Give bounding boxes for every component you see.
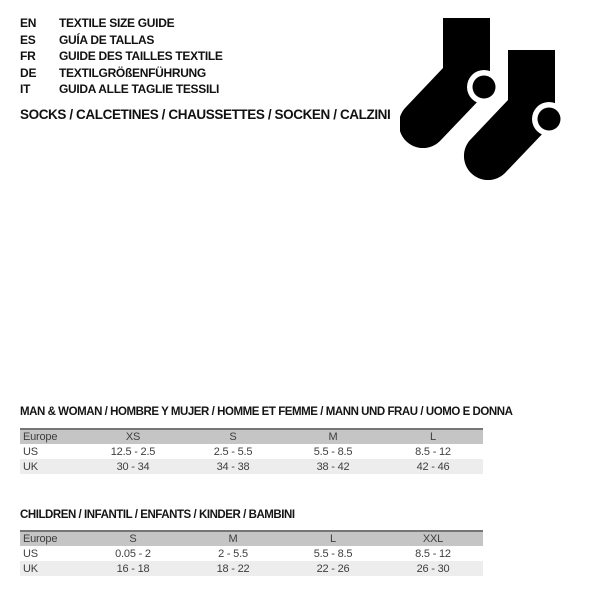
size-cell: 42 - 46 (416, 460, 450, 473)
language-row (20, 82, 223, 99)
size-cell: 22 - 26 (316, 562, 350, 575)
size-cell: 12.5 - 2.5 (110, 445, 156, 458)
table-row-us (20, 444, 483, 459)
language-row (20, 66, 223, 83)
column-header-size: XS (125, 431, 141, 443)
size-cell: 2 - 5.5 (218, 547, 248, 560)
table-header-row (20, 429, 483, 444)
product-category-title: SOCKS / CALCETINES / CHAUSSETTES / SOCKEN / CALZINI (20, 107, 391, 122)
column-header-size: XXL (422, 533, 444, 545)
language-code: ES (20, 32, 36, 47)
column-header-region: Europe (23, 431, 58, 443)
language-code: DE (20, 65, 37, 80)
adults-table-heading: MAN & WOMAN / HOMBRE Y MUJER / HOMME ET FEMME / MANN UND FRAU / UOMO E DONNA (20, 406, 513, 418)
language-label: TEXTILE SIZE GUIDE (59, 16, 175, 30)
children-table-heading: CHILDREN / INFANTIL / ENFANTS / KINDER / BAMBINI (20, 509, 295, 521)
adults-size-table (20, 428, 483, 474)
language-label: TEXTILGRÖßENFÜHRUNG (59, 65, 206, 80)
children-size-table (20, 530, 483, 576)
language-label: GUÍA DE TALLAS (59, 32, 155, 47)
column-header-size: M (328, 431, 338, 443)
size-cell: 5.5 - 8.5 (313, 547, 353, 560)
size-cell: 5.5 - 8.5 (313, 445, 353, 458)
size-cell: 38 - 42 (316, 460, 350, 473)
language-code: IT (20, 82, 31, 97)
table-header-row (20, 531, 483, 546)
column-header-size: S (129, 533, 137, 545)
size-cell: 8.5 - 12 (415, 547, 451, 560)
column-header-size: M (228, 533, 238, 545)
language-label: GUIDE DES TAILLES TEXTILE (59, 49, 223, 64)
language-code: EN (20, 16, 37, 30)
language-list (20, 16, 223, 99)
row-label: UK (23, 460, 38, 473)
socks-icon (400, 10, 580, 190)
table-row-uk (20, 459, 483, 474)
table-row-uk (20, 561, 483, 576)
language-label: GUIDA ALLE TAGLIE TESSILI (59, 82, 220, 97)
size-cell: 26 - 30 (416, 562, 450, 575)
column-header-size: L (330, 533, 336, 545)
size-cell: 0.05 - 2 (115, 547, 151, 560)
size-cell: 8.5 - 12 (415, 445, 451, 458)
table-row-us (20, 546, 483, 561)
column-header-size: L (430, 431, 436, 443)
language-row (20, 49, 223, 66)
row-label: UK (23, 562, 38, 575)
size-cell: 30 - 34 (116, 460, 150, 473)
column-header-size: S (229, 431, 237, 443)
size-cell: 18 - 22 (216, 562, 250, 575)
column-header-region: Europe (23, 533, 58, 545)
language-row (20, 33, 223, 50)
size-cell: 34 - 38 (216, 460, 250, 473)
row-label: US (23, 445, 38, 458)
row-label: US (23, 547, 38, 560)
size-cell: 16 - 18 (116, 562, 150, 575)
language-code: FR (20, 49, 36, 64)
size-cell: 2.5 - 5.5 (213, 445, 253, 458)
language-row (20, 16, 223, 33)
